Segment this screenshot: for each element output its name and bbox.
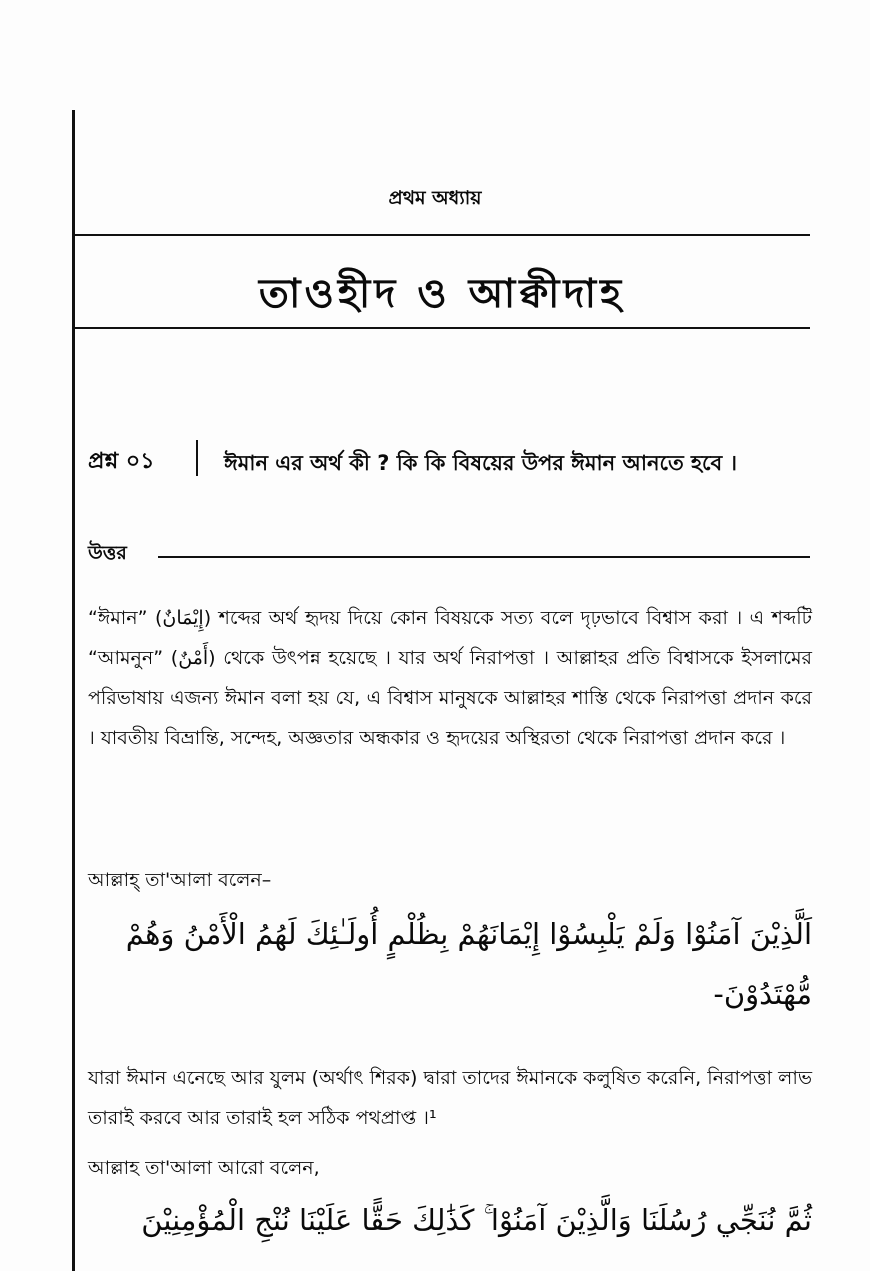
answer-underline — [158, 556, 810, 558]
arabic-verse-1: اَلَّذِيْنَ آمَنُوْا وَلَمْ يَلْبِسُوْا إِيْمَانَهُمْ بِظُلْمٍ أُولَـٰئِكَ لَهُمُ الْأَمْنُ وَهُمْ مُّهْتَدُوْنَ- — [125, 917, 812, 1011]
question-divider — [196, 440, 198, 476]
chapter-label: প্রথম অধ্যায় — [388, 187, 482, 209]
question-number: প্রশ্ন ০১ — [88, 449, 155, 474]
answer-label: উত্তর — [88, 542, 127, 564]
title-bottom-rule — [74, 327, 810, 329]
question-text: ঈমান এর অর্থ কী ? কি কি বিষয়ের উপর ঈমান আনতে হবে । — [224, 451, 738, 475]
quote-intro-2: আল্লাহ তা'আলা আরো বলেন, — [88, 1157, 320, 1179]
title-top-rule — [74, 234, 810, 236]
arabic-verse-2: ثُمَّ نُنَجِّي رُسُلَنَا وَالَّذِيْنَ آمَنُوْا ۚ كَذَٰلِكَ حَقًّا عَلَيْنَا نُنْجِ الْمُؤْمِنِيْنَ — [141, 1203, 812, 1237]
answer-paragraph-1: “ঈমান” (إِيْمَانٌ) শব্দের অর্থ হৃদয় দিয়ে কোন বিষয়কে সত্য বলে দৃঢ়ভাবে বিশ্বাস করা । এ শব্দটি “আমনুন” (أَمْنٌ) থেকে উৎপন্ন হয়েছে । যার অর্থ নিরাপত্তা । আল্লাহর প্রতি বিশ্বাসকে ইসলামের পরিভাষায় এজন্য ঈমান বলা হয় যে, এ বিশ্বাস মানুষকে আল্লাহর শাস্তি থেকে নিরাপত্তা প্রদান করে । যাবতীয় বিভ্রান্তি, সন্দেহ, অজ্ঞতার অন্ধকার ও হৃদয়ের অস্থিরতা থেকে নিরাপত্তা প্রদান করে । — [88, 607, 812, 749]
quote-intro-1: আল্লাহ্ তা'আলা বলেন– — [88, 869, 272, 891]
chapter-title: তাওহীদ ও আক্বীদাহ — [258, 271, 626, 317]
answer-paragraph-2: যারা ঈমান এনেছে আর যুলম (অর্থাৎ শিরক) দ্বারা তাদের ঈমানকে কলুষিত করেনি, নিরাপত্তা লাভ তারাই করবে আর তারাই হল সঠিক পথপ্রাপ্ত ।¹ — [88, 1067, 812, 1129]
